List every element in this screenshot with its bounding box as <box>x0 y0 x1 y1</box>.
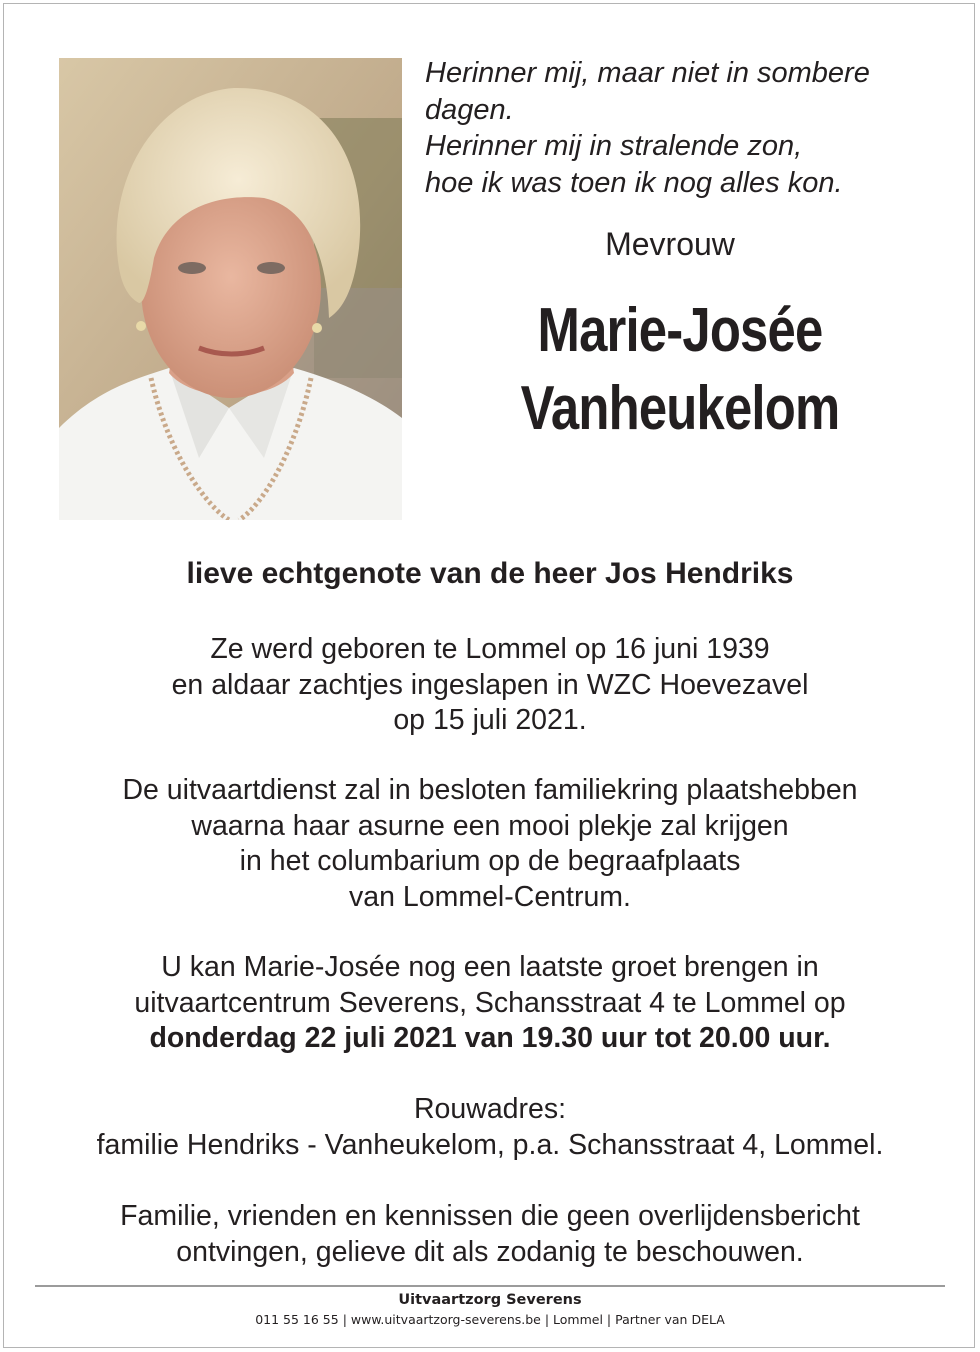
paragraph-line: U kan Marie-Josée nog een laatste groet brengen in <box>161 951 819 983</box>
closing-paragraph <box>0 1199 980 1270</box>
paragraph-line: van Lommel-Centrum. <box>349 880 631 913</box>
paragraph-line: ontvingen, gelieve dit als zodanig te beschouwen. <box>176 1235 804 1268</box>
birth-death-paragraph <box>0 632 980 739</box>
deceased-last-name: Vanheukelom <box>520 374 840 443</box>
footer-divider <box>35 1285 945 1287</box>
memorial-poem <box>425 55 945 201</box>
paragraph-line: waarna haar asurne een mooi plekje zal krijgen <box>191 809 789 842</box>
paragraph-line: en aldaar zachtjes ingeslapen in WZC Hoevezavel <box>171 668 809 701</box>
paragraph-line: uitvaartcentrum Severens, Schansstraat 4 te Lommel op <box>134 986 846 1019</box>
paragraph-line: Familie, vrienden en kennissen die geen overlijdensbericht <box>120 1200 860 1232</box>
paragraph-line: Ze werd geboren te Lommel op 16 juni 1939 <box>210 633 770 665</box>
poem-line: hoe ik was toen ik nog alles kon. <box>425 166 843 199</box>
mourning-address-label: Rouwadres: <box>413 1093 567 1125</box>
paragraph-line: op 15 juli 2021. <box>393 704 587 736</box>
funeral-paragraph <box>0 773 980 915</box>
deceased-first-name: Marie-Josée <box>537 296 823 365</box>
portrait-image <box>59 58 402 520</box>
mourning-address: familie Hendriks - Vanheukelom, p.a. Schansstraat 4, Lommel. <box>96 1128 884 1161</box>
paragraph-line: in het columbarium op de begraafplaats <box>239 845 741 877</box>
funeral-home-contact: 011 55 16 55 | www.uitvaartzorg-severens.be | Lommel | Partner van DELA <box>255 1312 725 1327</box>
spouse-line: lieve echtgenote van de heer Jos Hendriks <box>186 557 794 590</box>
portrait-photo <box>59 58 402 520</box>
visitation-datetime: donderdag 22 juli 2021 van 19.30 uur tot 20.00 uur. <box>149 1022 831 1054</box>
poem-line: dagen. <box>425 93 514 126</box>
paragraph-line: De uitvaartdienst zal in besloten familiekring plaatshebben <box>122 774 858 806</box>
poem-line: Herinner mij, maar niet in sombere <box>425 57 870 89</box>
mourning-address-paragraph <box>0 1092 980 1163</box>
salutation: Mevrouw <box>605 226 735 262</box>
funeral-home-name: Uitvaartzorg Severens <box>398 1292 582 1308</box>
poem-line: Herinner mij in stralende zon, <box>425 130 803 162</box>
visitation-paragraph <box>0 950 980 1057</box>
